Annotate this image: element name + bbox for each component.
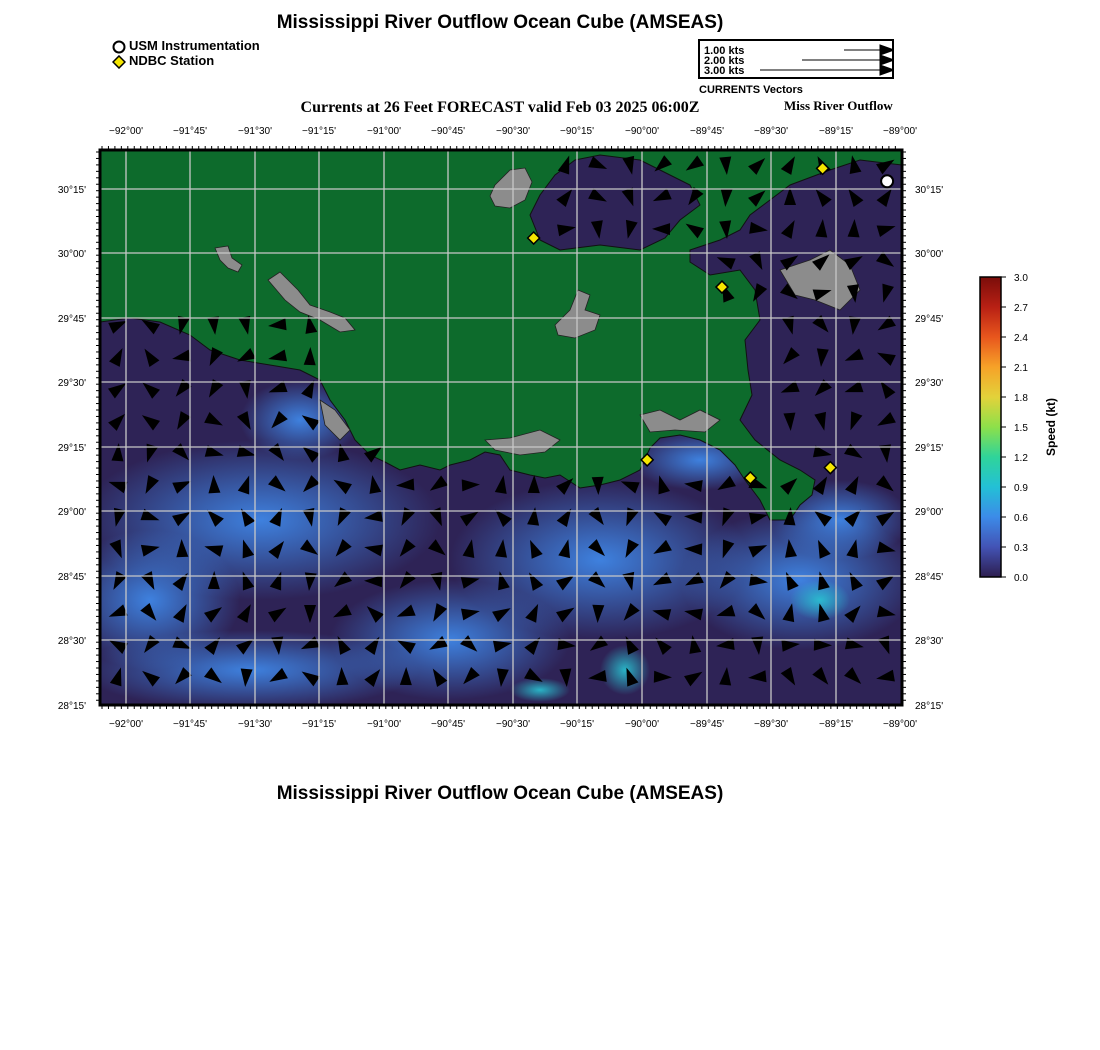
lon-label: −92°00' [109, 719, 143, 730]
lon-label: −91°30' [238, 719, 272, 730]
lat-label: 28°30' [915, 636, 944, 647]
lon-label: −90°45' [431, 126, 465, 137]
colorbar-tick: 1.2 [1014, 453, 1028, 464]
lat-label: 29°45' [57, 314, 86, 325]
lon-label: −91°15' [302, 126, 336, 137]
legend-ndbc-label: NDBC Station [129, 53, 215, 68]
lon-label: −91°00' [367, 719, 401, 730]
lon-label: −89°45' [690, 719, 724, 730]
lon-label: −89°00' [883, 719, 917, 730]
lat-label: 29°45' [915, 314, 944, 325]
lon-labels-bottom [109, 719, 917, 730]
vector-key-caption: CURRENTS Vectors [699, 84, 803, 96]
vector-key-3: 3.00 kts [704, 65, 745, 77]
lon-label: −90°30' [496, 719, 530, 730]
colorbar-tick: 1.5 [1014, 423, 1028, 434]
lon-label: −92°00' [109, 126, 143, 137]
lon-labels-top [109, 126, 917, 137]
lon-label: −89°15' [819, 126, 853, 137]
colorbar-tick: 0.6 [1014, 513, 1028, 524]
lat-label: 28°45' [915, 572, 944, 583]
lat-label: 30°00' [915, 249, 944, 260]
lon-label: −91°00' [367, 126, 401, 137]
lat-label: 28°45' [57, 572, 86, 583]
lat-labels-left [58, 185, 86, 712]
lat-label: 28°15' [915, 701, 944, 712]
map-subtitle: Currents at 26 Feet FORECAST valid Feb 03 2025 06:00Z [300, 99, 700, 116]
region-name: Miss River Outflow [784, 98, 893, 113]
vector-key-1: 1.00 kts [704, 45, 745, 57]
lat-label: 29°30' [915, 378, 944, 389]
lat-label: 28°30' [57, 636, 86, 647]
lon-label: −90°15' [560, 719, 594, 730]
lat-label: 30°15' [915, 185, 944, 196]
lon-label: −89°15' [819, 719, 853, 730]
lat-label: 30°00' [57, 249, 86, 260]
lon-label: −89°00' [883, 126, 917, 137]
lon-label: −90°45' [431, 719, 465, 730]
lat-label: 29°15' [915, 443, 944, 454]
lat-label: 29°30' [57, 378, 86, 389]
lon-label: −91°15' [302, 719, 336, 730]
colorbar-tick: 2.1 [1014, 363, 1028, 374]
lat-label: 29°15' [57, 443, 86, 454]
vector-key-2: 2.00 kts [704, 55, 745, 67]
speed-colorbar [980, 273, 1058, 584]
colorbar-tick: 2.7 [1014, 303, 1028, 314]
lat-labels-right [915, 185, 943, 712]
colorbar-label: Speed (kt) [1044, 397, 1058, 457]
lon-label: −91°30' [238, 126, 272, 137]
lon-label: −90°15' [560, 126, 594, 137]
bottom-title: Mississippi River Outflow Ocean Cube (AMSEAS) [276, 783, 724, 804]
lon-label: −90°30' [496, 126, 530, 137]
legend-usm-label: USM Instrumentation [129, 38, 260, 53]
map-title: Mississippi River Outflow Ocean Cube (AMSEAS) [276, 12, 724, 33]
lon-label: −91°45' [173, 126, 207, 137]
lon-label: −89°45' [690, 126, 724, 137]
colorbar-tick: 3.0 [1014, 273, 1028, 284]
lat-label: 29°00' [57, 507, 86, 518]
colorbar-tick: 1.8 [1014, 393, 1028, 404]
colorbar-tick: 2.4 [1014, 333, 1028, 344]
lon-label: −90°00' [625, 719, 659, 730]
lat-label: 29°00' [915, 507, 944, 518]
usm-station-marker[interactable] [881, 175, 893, 187]
lon-label: −90°00' [625, 126, 659, 137]
colorbar-tick: 0.3 [1014, 543, 1028, 554]
lon-label: −89°30' [754, 126, 788, 137]
lat-label: 30°15' [57, 185, 86, 196]
lon-label: −91°45' [173, 719, 207, 730]
lon-label: −89°30' [754, 719, 788, 730]
colorbar-tick: 0.9 [1014, 483, 1028, 494]
colorbar-tick: 0.0 [1014, 573, 1028, 584]
lat-label: 28°15' [57, 701, 86, 712]
